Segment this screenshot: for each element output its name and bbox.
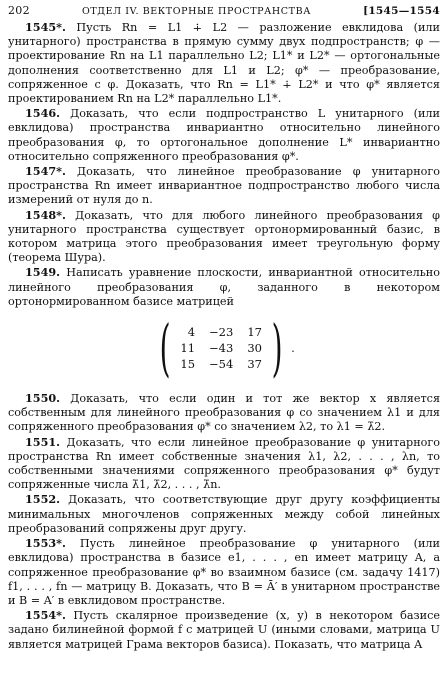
problem-text: Пусть линейное преобразование φ унитарного (или евклидова) пространства в базисе e1, . . . , en имеет матрицу A, а сопряженное преобразование φ* во взаимном базисе (см. задачу 1417) f1, . . . , fn — матрицу B. Доказать, что B = Ā′ в унитарном пространстве и B = A′ в евклидовом пространстве. [8, 537, 440, 607]
problem-1549 [8, 265, 440, 309]
problem-number: 1553*. [25, 536, 66, 551]
problem-number: 1545*. [25, 20, 66, 34]
problem-text: Пусть Rn = L1 ∔ L2 — разложение евклидова (или унитарного) пространства в прямую сумму двух подпространств; φ — проектирование Rn на L1 параллельно L2; L1* и L2* — ортогональные дополнения соответственно для L1 и L2; φ* — преобразование, сопряженное с φ. Доказать, что Rn = L1* ∔ L2* и что φ* является проектированием Rn на L2* параллельно L1*. [8, 21, 440, 106]
problem-text: Пусть скалярное произведение (x, y) в некотором базисе задано билинейной формой f с матрицей U (иными словами, матрица U является матрицей Грама векторов базиса). Показать, что матрица A [8, 609, 440, 651]
page [8, 4, 440, 652]
problem-1545 [8, 20, 440, 106]
problem-1552 [8, 492, 440, 536]
matrix-row [173, 340, 269, 356]
matrix-cell: −23 [209, 325, 234, 340]
problem-range: [1545—1554 [363, 5, 440, 17]
matrix-cell: 15 [180, 357, 196, 372]
matrix-display [8, 311, 440, 385]
problem-1553 [8, 536, 440, 608]
problem-text: Написать уравнение плоскости, инвариантной относительно линейного преобразования φ, заданного в некотором ортонормированном базисе матрицей [8, 266, 440, 308]
problem-number: 1550. [25, 391, 61, 406]
problem-number: 1547*. [25, 164, 66, 179]
problem-number: 1554*. [25, 608, 66, 623]
problem-1548 [8, 208, 440, 266]
problem-number: 1552. [25, 492, 61, 507]
problem-1546 [8, 106, 440, 164]
matrix-row [173, 324, 269, 340]
problem-text: Доказать, что если один и тот же вектор x является собственным для линейного преобразования φ со значением λ1 и для сопряженного преобразования φ* со значением λ2, то λ1 = λ̄2. [8, 392, 441, 434]
section-title: ОТДЕЛ IV. ВЕКТОРНЫЕ ПРОСТРАНСТВА [81, 6, 311, 17]
left-paren: ( [159, 311, 171, 385]
problem-1554 [8, 608, 440, 652]
matrix-cell: 30 [247, 341, 262, 356]
matrix-cell: 17 [247, 325, 262, 340]
problem-number: 1546. [25, 106, 61, 121]
problem-1547 [8, 164, 440, 208]
problem-number: 1548*. [25, 207, 66, 222]
matrix-cell: 4 [187, 325, 196, 340]
matrix-period: . [291, 341, 295, 356]
matrix-row [173, 356, 269, 372]
problem-text: Доказать, что линейное преобразование φ унитарного пространства Rn имеет инвариантное подпространство любого числа измерений от нуля до n. [8, 165, 440, 207]
problem-1550 [8, 391, 440, 435]
matrix-cell: −43 [209, 341, 234, 356]
problem-text: Доказать, что соответствующие друг другу коэффициенты минимальных многочленов сопряженных между собой линейных преобразований сопряжены друг другу. [8, 493, 440, 535]
problem-text: Доказать, что для любого линейного преобразования φ унитарного пространства существует ортонормированный базис, в котором матрица этого преобразования имеет треугольную форму (теорема Шура). [8, 208, 441, 265]
problem-text: Доказать, что если линейное преобразование φ унитарного пространства Rn имеет собственные значения λ1, λ2, . . . , λn, то собственными значениями сопряженного преобразования φ* будут сопряженные числа λ̄1, λ̄2, . . . , λ̄n. [8, 435, 440, 492]
matrix-cell: 11 [180, 341, 196, 356]
problem-1551 [8, 435, 440, 493]
matrix-cell: −54 [209, 357, 234, 372]
matrix-table [173, 324, 269, 372]
problem-text: Доказать, что если подпространство L унитарного (или евклидова) пространства инвариантно относительно линейного преобразования φ, то ортогональное дополнение L* инвариантно относительно сопряженного преобразования φ*. [8, 107, 440, 163]
running-header [8, 4, 440, 20]
problem-number: 1551. [25, 434, 61, 449]
matrix-cell: 37 [247, 357, 262, 372]
right-paren: ) [271, 311, 283, 385]
page-number: 202 [8, 4, 30, 17]
problem-number: 1549. [25, 265, 61, 280]
